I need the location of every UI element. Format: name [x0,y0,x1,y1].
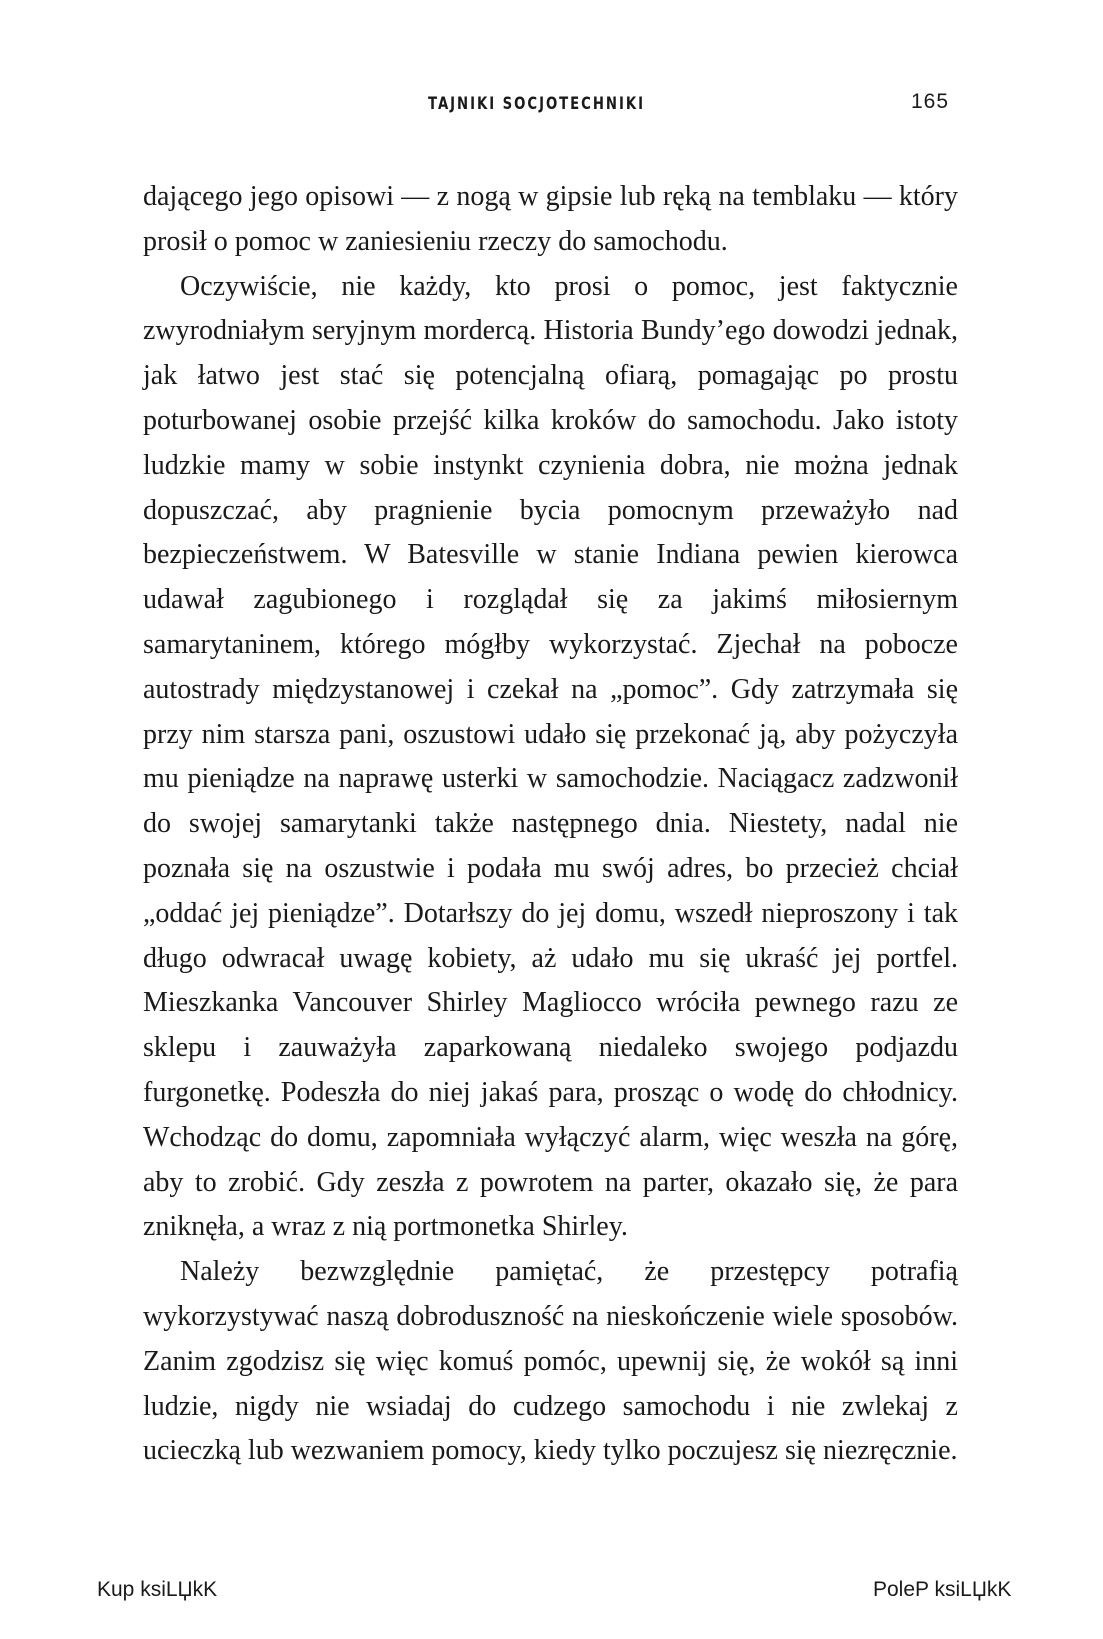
running-title: TAJNIKI SOCJOTECHNIKI [428,94,645,114]
recommend-book-link[interactable]: PoleP ksiLЏkK [873,1578,1012,1601]
buy-book-link[interactable]: Kup ksiLЏkK [97,1578,218,1601]
paragraph: Należy bezwzględnie pamiętać, że przestępcy potrafią wykorzystywać naszą dobroduszność na nieskończenie wiele sposobów. Zanim zgodzisz się więc komuś pomóc, upewnij się, że wokół są inni ludzie, nigdy nie wsiadaj do cudzego samochodu i nie zwlekaj z ucieczką lub wezwaniem pomocy, kiedy tylko poczujesz się niezręcznie. [143,1256,958,1467]
page-number: 165 [911,90,950,113]
page-header [0,90,1103,126]
body-text [143,175,958,1474]
paragraph: Oczywiście, nie każdy, kto prosi o pomoc, jest faktycznie zwyrodniałym seryjnym mordercą. Historia Bundy’ego dowodzi jednak, jak łatwo jest stać się potencjalną ofiarą, pomagając po prostu poturbowanej osobie przejść kilka kroków do samochodu. Jako istoty ludzkie mamy w sobie instynkt czynienia dobra, nie można jednak dopuszczać, aby pragnienie bycia pomocnym przeważyło nad bezpieczeństwem. W Batesville w stanie Indiana pewien kierowca udawał zagubionego i rozglądał się za jakimś miłosiernym samarytaninem, którego mógłby wykorzystać. Zjechał na pobocze autostrady międzystanowej i czekał na „pomoc”. Gdy zatrzymała się przy nim starsza pani, oszustowi udało się przekonać ją, aby pożyczyła mu pieniądze na naprawę usterki w samochodzie. Naciągacz zadzwonił do swojej samarytanki także następnego dnia. Niestety, nadal nie poznała się na oszustwie i podała mu swój adres, bo przecież chciał „oddać jej pieniądze”. Dotarłszy do jej domu, wszedł nieproszony i tak długo odwracał uwagę kobiety, aż udało mu się ukraść jej portfel. Mieszkanka Vancouver Shirley Magliocco wróciła pewnego razu ze sklepu i zauważyła zaparkowaną niedaleko swojego podjazdu furgonetkę. Podeszła do niej jakaś para, prosząc o wodę do chłodnicy. Wchodząc do domu, zapomniała wyłączyć alarm, więc weszła na górę, aby to zrobić. Gdy zeszła z powrotem na parter, okazało się, że para zniknęła, a wraz z nią portmonetka Shirley. [143,270,958,1243]
paragraph: dającego jego opisowi — z nogą w gipsie lub ręką na temblaku — który prosił o pomoc w zaniesieniu rzeczy do samochodu. [143,181,958,257]
